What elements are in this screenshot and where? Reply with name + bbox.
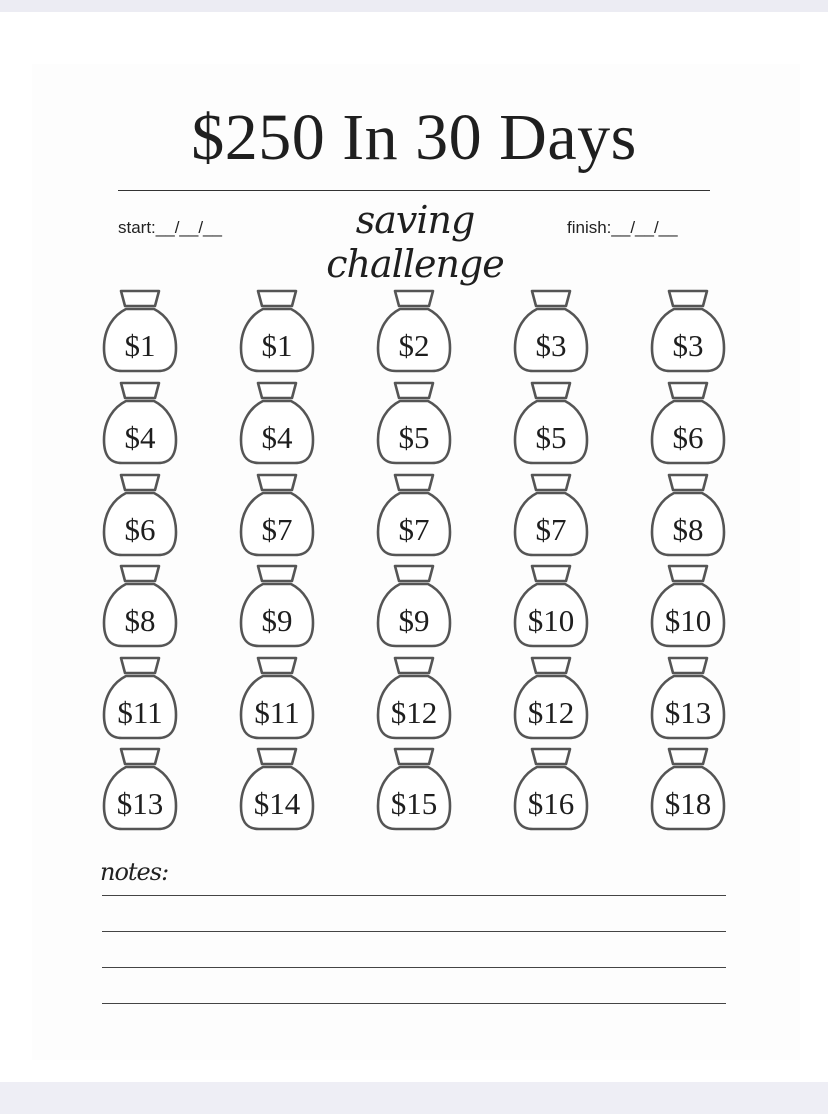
finish-date-field: finish:__/__/__ [567,218,678,237]
money-bag [511,563,591,649]
bag-amount: $15 [390,786,438,821]
bag-amount: $2 [398,328,430,363]
bag-amount: $3 [672,328,704,363]
bag-amount: $9 [398,603,430,638]
money-bag [511,746,591,832]
money-bag [648,380,728,466]
money-bag [511,472,591,558]
bag-amount: $5 [535,420,567,455]
money-bag [648,563,728,649]
bag-amount: $7 [261,512,293,547]
bag-amount: $14 [253,786,301,821]
notes-line [102,931,726,932]
start-date-field: start:__/__/__ [118,218,222,237]
notes-line [102,967,726,968]
bag-amount: $13 [116,786,164,821]
bottom-strip [0,1082,828,1114]
money-bag [648,655,728,741]
bag-amount: $16 [527,786,575,821]
bag-amount: $7 [398,512,430,547]
money-bag [511,655,591,741]
bag-amount: $5 [398,420,430,455]
bag-amount: $12 [527,695,575,730]
notes-line [102,1003,726,1004]
bag-amount: $12 [390,695,438,730]
money-bag [100,380,180,466]
bag-amount: $6 [124,512,156,547]
bag-amount: $6 [672,420,704,455]
money-bag [374,563,454,649]
money-bag [100,288,180,374]
title-divider [118,190,710,191]
bag-amount: $3 [535,328,567,363]
bag-amount: $10 [527,603,575,638]
money-bag [100,563,180,649]
money-bag [648,288,728,374]
bag-amount: $11 [254,695,300,730]
money-bag [374,472,454,558]
money-bag [511,380,591,466]
bag-amount: $4 [261,420,293,455]
bag-amount: $9 [261,603,293,638]
money-bag [100,472,180,558]
money-bag [237,380,317,466]
money-bag [100,655,180,741]
bag-amount: $11 [117,695,163,730]
money-bag [237,472,317,558]
money-bag [648,746,728,832]
bag-amount: $8 [672,512,704,547]
bag-amount: $1 [124,328,156,363]
bag-amount: $10 [664,603,712,638]
money-bag [374,746,454,832]
bag-amount: $4 [124,420,156,455]
bag-amount: $7 [535,512,567,547]
money-bag [648,472,728,558]
money-bag [237,288,317,374]
money-bag [100,746,180,832]
money-bag [374,380,454,466]
money-bag [237,655,317,741]
bag-amount: $13 [664,695,712,730]
money-bag [237,746,317,832]
money-bag [374,288,454,374]
top-strip [0,0,828,12]
bag-amount: $1 [261,328,293,363]
subtitle-script: saving challenge [326,198,504,286]
bag-amount: $8 [124,603,156,638]
bag-amount: $18 [664,786,712,821]
notes-label: notes: [100,858,169,886]
page-title: $250 In 30 Days [191,101,637,174]
money-bag [237,563,317,649]
notes-line [102,895,726,896]
money-bag [374,655,454,741]
money-bag [511,288,591,374]
